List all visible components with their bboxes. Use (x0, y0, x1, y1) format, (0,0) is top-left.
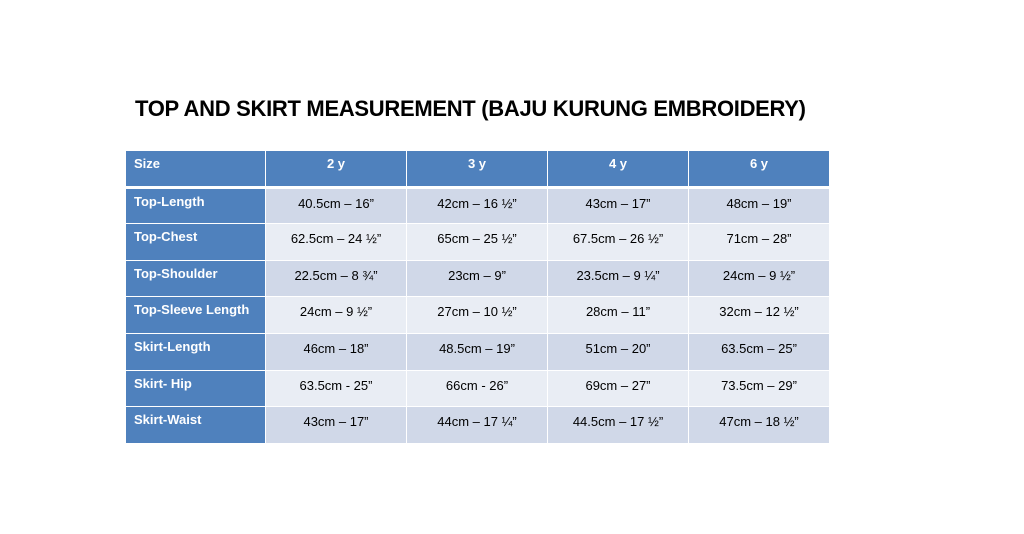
table-row (126, 297, 830, 334)
row-label: Top-Chest (126, 224, 266, 261)
table-row (126, 370, 830, 407)
table-cell: 22.5cm – 8 ¾” (266, 260, 407, 297)
page-title: TOP AND SKIRT MEASUREMENT (BAJU KURUNG EMBROIDERY) (135, 96, 806, 121)
table-cell: 27cm – 10 ½” (407, 297, 548, 334)
table-cell: 42cm – 16 ½” (407, 187, 548, 224)
header-size-6y: 6 y (689, 151, 830, 188)
table-cell: 44cm – 17 ¼” (407, 407, 548, 444)
row-label: Top-Length (126, 187, 266, 224)
table-cell: 63.5cm - 25” (266, 370, 407, 407)
table-cell: 32cm – 12 ½” (689, 297, 830, 334)
row-label: Top-Shoulder (126, 260, 266, 297)
row-label: Skirt- Hip (126, 370, 266, 407)
header-size-2y: 2 y (266, 151, 407, 188)
table-cell: 69cm – 27” (548, 370, 689, 407)
row-label: Skirt-Waist (126, 407, 266, 444)
row-label: Skirt-Length (126, 333, 266, 370)
table-cell: 43cm – 17” (548, 187, 689, 224)
table-cell: 47cm – 18 ½” (689, 407, 830, 444)
table-cell: 28cm – 11” (548, 297, 689, 334)
table-cell: 24cm – 9 ½” (689, 260, 830, 297)
table-cell: 46cm – 18” (266, 333, 407, 370)
table-cell: 66cm - 26” (407, 370, 548, 407)
table-cell: 65cm – 25 ½” (407, 224, 548, 261)
table-cell: 71cm – 28” (689, 224, 830, 261)
table-row (126, 260, 830, 297)
table-cell: 48cm – 19” (689, 187, 830, 224)
table-cell: 24cm – 9 ½” (266, 297, 407, 334)
header-size-label: Size (126, 151, 266, 188)
measurement-table (125, 150, 830, 444)
header-size-3y: 3 y (407, 151, 548, 188)
row-label: Top-Sleeve Length (126, 297, 266, 334)
table-row (126, 187, 830, 224)
table-cell: 23cm – 9” (407, 260, 548, 297)
table-cell: 44.5cm – 17 ½” (548, 407, 689, 444)
table-cell: 63.5cm – 25” (689, 333, 830, 370)
header-size-4y: 4 y (548, 151, 689, 188)
table-cell: 23.5cm – 9 ¼” (548, 260, 689, 297)
table-cell: 43cm – 17” (266, 407, 407, 444)
table-row (126, 333, 830, 370)
table-cell: 48.5cm – 19” (407, 333, 548, 370)
table-cell: 73.5cm – 29” (689, 370, 830, 407)
table-row (126, 407, 830, 444)
table-cell: 51cm – 20” (548, 333, 689, 370)
table-row (126, 224, 830, 261)
header-row (126, 151, 830, 188)
table-cell: 67.5cm – 26 ½” (548, 224, 689, 261)
table-cell: 40.5cm – 16” (266, 187, 407, 224)
table-cell: 62.5cm – 24 ½” (266, 224, 407, 261)
